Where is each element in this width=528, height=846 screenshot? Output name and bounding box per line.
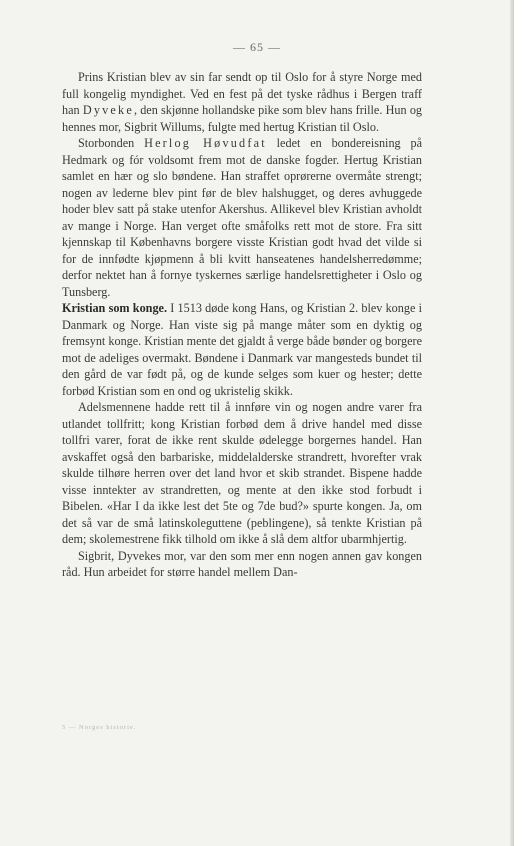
paragraph: [62, 135, 422, 300]
paragraph: [62, 300, 422, 399]
page-edge: [510, 0, 514, 846]
text-run: Prins Kristian blev av sin far sendt op til Oslo for å styre Norge med full kongelig myndighet. Ved en fest på det tyske rådhus i Bergen traff han: [62, 70, 422, 117]
text-run: I 1513 døde kong Hans, og Kristian 2. blev konge i Danmark og Norge. Han viste sig på mange måter som en dyktig og fremsynt konge. Kristian mente det gjaldt å verge både bønder og borgere mot de adeliges overmakt. Bøndene i Danmark var mangesteds bundet til den gård de var født på, og de kunde selges som kuer og hester; dette forbød Kristian som en ond og ukristelig skikk.: [62, 301, 422, 398]
body-text: [62, 69, 422, 581]
paragraph: [62, 399, 422, 548]
text-run: ledet en bondereisning på Hedmark og fór voldsomt frem mot de danske fogder. Hertug Kristian samlet en hær og slo bøndene. Han straffet oprørerne overmåte strengt; nogen av lederne blev pint før de blev halshugget, og deres avhuggede hoder blev satt på stake utenfor Akershus. Allikevel blev Kristian avholdt av mange i Norge. Han verget ofte småfolks rett mot de store. Fra sitt kjennskap til Københavns borgere visste Kristian godt hvad det vilde si for de innfødte kjøpmenn å bli kvitt hanseatenes handelsherredømme; derfor nektet han å fornye tyskernes særlige handelsrettigheter i Oslo og Tunsberg.: [62, 136, 423, 299]
text-run: Adelsmennene hadde rett til å innføre vin og nogen andre varer fra utlandet tollfritt; kong Kristian forbød dem å drive handel med disse tollfri varer, forat de ikke rent skulde ødelegge borgernes handel. Han avskaffet også den barbariske, middelalderske strandrett, hvorefter vrak skulde tilhøre herren over det land hvor et skib strandet. Bispene hadde visse inntekter av strandretten, og mente at den ikke stod forbudt i Bibelen. «Har I da ikke lest det 5te og 7de bud?» spurte kongen. Ja, om det så var de små latinskoleguttene (peblingene), så tenkte Kristian på dem; skolemestrene fikk tilhold om ikke å slå dem altfor ubarmhjertig.: [62, 400, 422, 546]
paragraph: [62, 69, 422, 135]
text-run: , den skjønne hollandske pike som blev hans frille. Hun og hennes mor, Sigbrit Willums, fulgte med hertug Kristian til Oslo.: [62, 103, 423, 134]
section-heading: Kristian som konge.: [62, 301, 168, 315]
text-run: Storbonden: [78, 136, 145, 150]
text-run: Sigbrit, Dyvekes mor, var den som mer enn nogen annen gav kongen råd. Hun arbeidet for større handel mellem Dan-: [62, 548, 422, 579]
page-number: — 65 —: [233, 40, 281, 54]
paragraph: [62, 548, 422, 581]
name-dyveke: Dyveke: [82, 103, 134, 117]
signature-mark: 5 — Norges historie.: [62, 724, 137, 731]
name-herlog-hovudfat: Herlog Høvudfat: [144, 136, 267, 150]
